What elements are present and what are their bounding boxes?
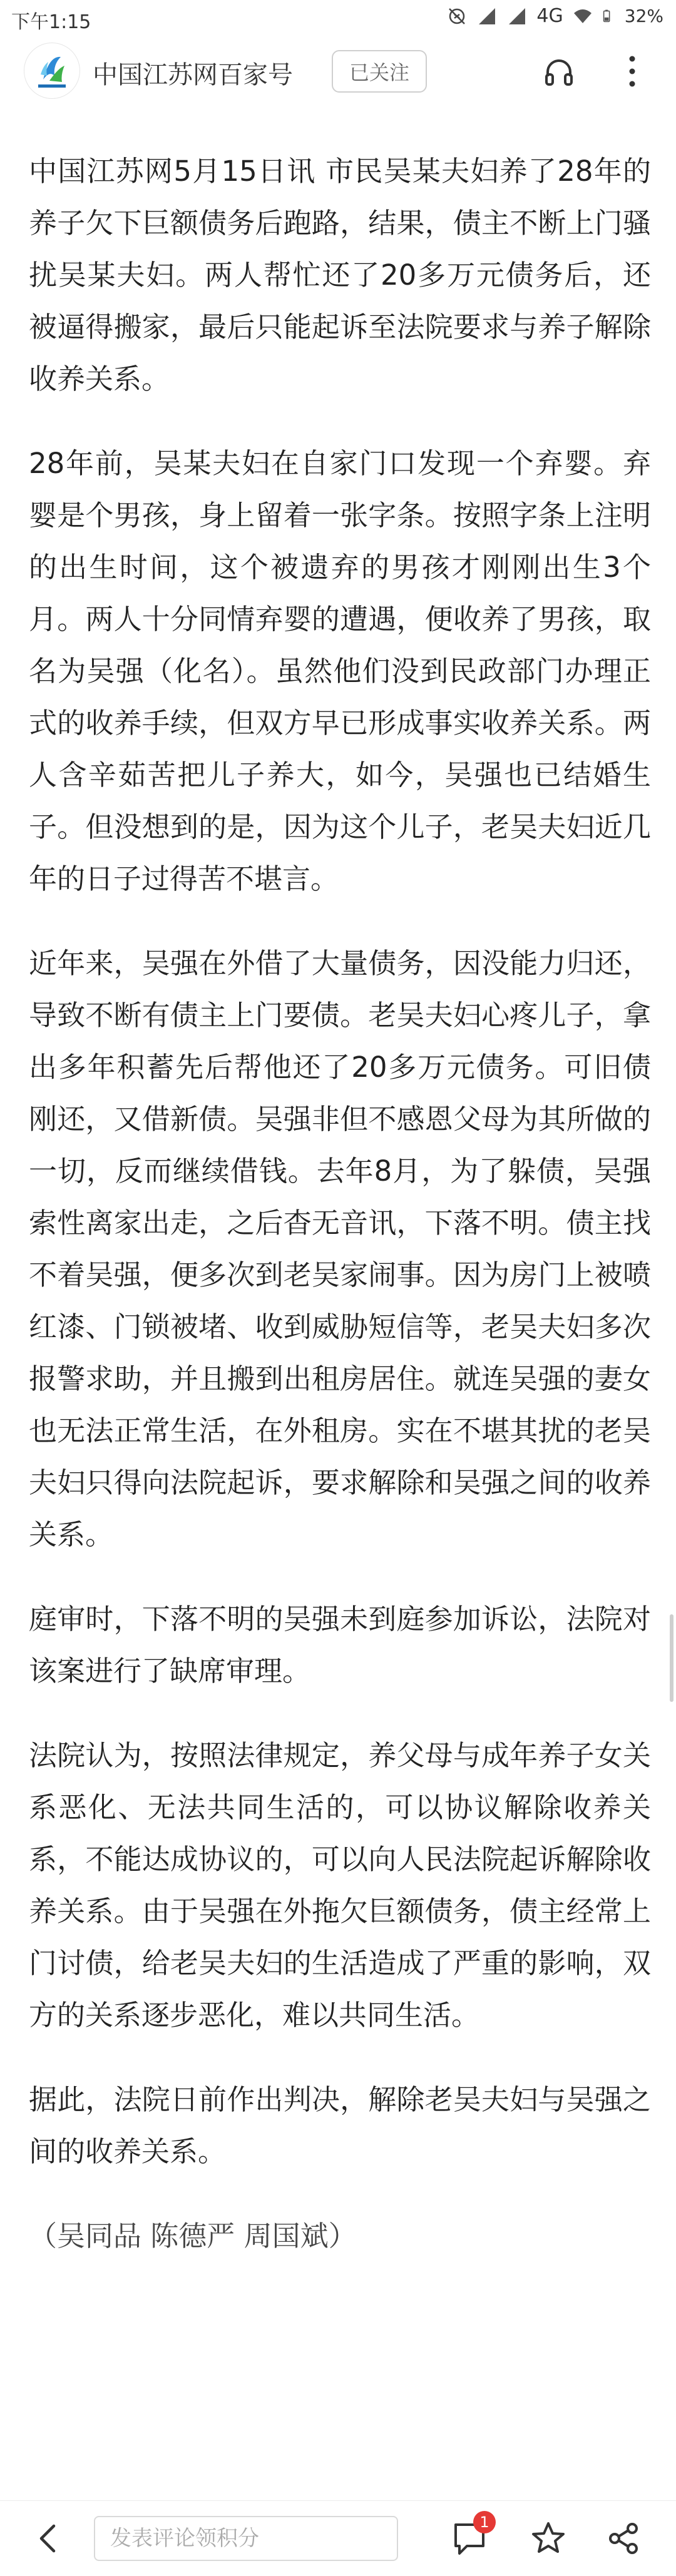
article-paragraph: 庭审时，下落不明的吴强未到庭参加诉讼，法院对该案进行了缺席审理。 <box>29 1602 651 1688</box>
bottom-action-bar <box>0 2500 676 2576</box>
headphones-icon[interactable] <box>543 56 575 88</box>
comment-count-badge: 1 <box>473 2511 496 2533</box>
article-paragraph: 28年前，吴某夫妇在自家门口发现一个弃婴。弃婴是个男孩，身上留着一张字条。按照字条上注明的出生时间，这个被遗弃的男孩才刚刚出生3个月。两人十分同情弃婴的遭遇，便收养了男孩，取名为吴强（化名）。虽然他们没到民政部门办理正式的收养手续，但双方早已形成事实收养关系。两人含辛茹苦把儿子养大，如今，吴强也已结婚生子。但没想到的是，因为这个儿子，老吴夫妇近几年的日子过得苦不堪言。 <box>29 447 651 895</box>
status-icons <box>446 5 663 27</box>
more-icon[interactable] <box>620 51 645 91</box>
signal-icon <box>506 6 528 27</box>
battery-icon <box>602 6 616 27</box>
article-byline: （吴同品 陈德严 周国斌） <box>29 2219 357 2253</box>
article-paragraph: 近年来，吴强在外借了大量债务，因没能力归还，导致不断有债主上门要债。老吴夫妇心疼儿子，拿出多年积蓄先后帮他还了20多万元债务。可旧债刚还，又借新债。吴强非但不感恩父母为其所做的一切，反而继续借钱。去年8月，为了躲债，吴强索性离家出走，之后杳无音讯，下落不明。债主找不着吴强，便多次到老吴家闹事。因为房门上被喷红漆、门锁被堵、收到威胁短信等，老吴夫妇多次报警求助，并且搬到出租房居住。就连吴强的妻女也无法正常生活，在外租房。实在不堪其扰的老吴夫妇只得向法院起诉，要求解除和吴强之间的收养关系。 <box>29 947 651 1551</box>
wifi-icon <box>572 6 593 27</box>
scrollbar[interactable] <box>670 1614 673 1702</box>
article-paragraph: 据此，法院日前作出判决，解除老吴夫妇与吴强之间的收养关系。 <box>29 2083 651 2168</box>
article-paragraph: 法院认为，按照法律规定，养父母与成年养子女关系恶化、无法共同生活的，可以协议解除收养关系，不能达成协议的，可以向人民法院起诉解除收养关系。由于吴强在外拖欠巨额债务，债主经常上门讨债，给老吴夫妇的生活造成了严重的影响，双方的关系逐步恶化，难以共同生活。 <box>29 1739 651 2032</box>
article-body <box>29 145 651 2294</box>
share-icon[interactable] <box>606 2521 641 2556</box>
star-icon[interactable] <box>530 2520 567 2557</box>
status-bar <box>0 0 676 38</box>
signal-icon <box>476 6 498 27</box>
article-header <box>0 38 676 106</box>
article-paragraph: 中国江苏网5月15日讯 市民吴某夫妇养了28年的养子欠下巨额债务后跑路，结果，债主不断上门骚扰吴某夫妇。两人帮忙还了20多万元债务后，还被逼得搬家，最后只能起诉至法院要求与养子解除收养关系。 <box>29 155 651 395</box>
follow-button[interactable]: 已关注 <box>332 50 427 93</box>
network-type: 4G <box>536 5 563 27</box>
do-not-disturb-icon <box>446 6 468 27</box>
logo <box>24 43 79 98</box>
site-logo[interactable] <box>24 43 80 99</box>
back-arrow-icon[interactable] <box>33 2521 64 2556</box>
site-name[interactable]: 中国江苏网百家号 <box>93 61 293 89</box>
comment-input[interactable] <box>94 2516 398 2561</box>
battery-percent: 32% <box>624 6 663 26</box>
status-time: 下午1:15 <box>11 11 91 33</box>
